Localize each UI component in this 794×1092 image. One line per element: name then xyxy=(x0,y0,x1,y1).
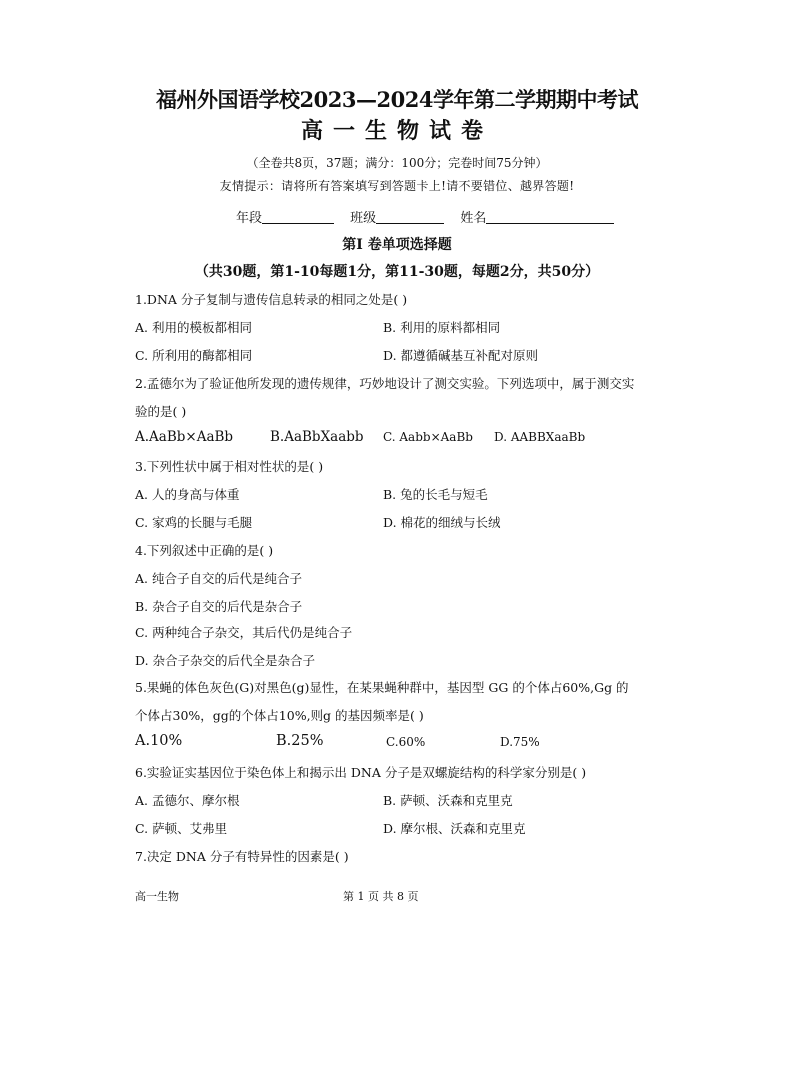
student-fields xyxy=(236,207,626,226)
question-6-stem: 6.实验证实基因位于染色体上和揭示出 DNA 分子是双螺旋结构的科学家分别是( ) xyxy=(135,765,587,780)
grade-blank[interactable] xyxy=(262,211,334,224)
question-5-stem: 5.果蝇的体色灰色(G)对黑色(g)显性，在某果蝇种群中，基因型 GG 的个体占60%,Gg 的 xyxy=(135,680,629,695)
footer-subject: 高一生物 xyxy=(135,890,179,903)
q3-option-b: B. 兔的长毛与短毛 xyxy=(383,487,488,502)
footer-page-number: 第 1 页 共 8 页 xyxy=(343,890,419,903)
q6-option-d: D. 摩尔根、沃森和克里克 xyxy=(383,821,526,836)
q3-option-c: C. 家鸡的长腿与毛腿 xyxy=(135,515,253,530)
question-2-stem: 2.孟德尔为了验证他所发现的遗传规律，巧妙地设计了测交实验。下列选项中，属于测交实 xyxy=(135,376,635,391)
exam-title: 福州外国语学校2023—2024学年第二学期期中考试 xyxy=(156,87,638,112)
q4-option-d: D. 杂合子杂交的后代全是杂合子 xyxy=(135,653,316,668)
q5-option-b: B.25% xyxy=(276,733,324,749)
q2-option-b: B.AaBbXaabb xyxy=(270,429,364,445)
exam-tip: 友情提示：请将所有答案填写到答题卡上!请不要错位、越界答题! xyxy=(219,179,575,193)
q3-option-d: D. 棉花的细绒与长绒 xyxy=(383,515,501,530)
q5-option-a: A.10% xyxy=(135,733,183,749)
q3-option-a: A. 人的身高与体重 xyxy=(135,487,240,502)
name-label: 姓名 xyxy=(460,211,487,226)
q5-option-c: C.60% xyxy=(386,735,426,749)
exam-info: （全卷共8页，37题；满分：100分；完卷时间75分钟） xyxy=(246,156,548,170)
q1-option-d: D. 都遵循碱基互补配对原则 xyxy=(383,348,539,363)
q4-option-a: A. 纯合子自交的后代是纯合子 xyxy=(135,571,302,586)
q6-option-b: B. 萨顿、沃森和克里克 xyxy=(383,793,513,808)
class-blank[interactable] xyxy=(376,211,444,224)
question-7-stem: 7.决定 DNA 分子有特异性的因素是( ) xyxy=(135,849,349,864)
question-4-stem: 4.下列叙述中正确的是( ) xyxy=(135,543,274,558)
question-3-stem: 3.下列性状中属于相对性状的是( ) xyxy=(135,459,324,474)
section-note: （共30题，第1-10每题1分，第11-30题，每题2分，共50分） xyxy=(194,264,600,280)
q2-option-a: A.AaBb×AaBb xyxy=(135,429,234,445)
section-title: 第I 卷单项选择题 xyxy=(342,237,452,253)
question-1-stem: 1.DNA 分子复制与遗传信息转录的相同之处是( ) xyxy=(135,292,408,307)
class-label: 班级 xyxy=(350,211,377,226)
q2-option-d: D. AABBXaaBb xyxy=(494,430,586,444)
q6-option-c: C. 萨顿、艾弗里 xyxy=(135,821,228,836)
q5-option-d: D.75% xyxy=(500,735,540,749)
q2-option-c: C. Aabb×AaBb xyxy=(383,430,473,444)
grade-label: 年段 xyxy=(236,211,263,226)
question-2-stem-cont: 验的是( ) xyxy=(135,404,187,419)
q6-option-a: A. 孟德尔、摩尔根 xyxy=(135,793,240,808)
q1-option-b: B. 利用的原料都相同 xyxy=(383,320,501,335)
q1-option-a: A. 利用的模板都相同 xyxy=(135,320,252,335)
q4-option-b: B. 杂合子自交的后代是杂合子 xyxy=(135,599,303,614)
q1-option-c: C. 所利用的酶都相同 xyxy=(135,348,253,363)
name-blank[interactable] xyxy=(486,211,614,224)
q4-option-c: C. 两种纯合子杂交，其后代仍是纯合子 xyxy=(135,625,353,640)
question-5-stem-cont: 个体占30%，gg的个体占10%,则g 的基因频率是( ) xyxy=(135,708,424,723)
exam-subtitle: 高一生物试卷 xyxy=(300,118,493,144)
